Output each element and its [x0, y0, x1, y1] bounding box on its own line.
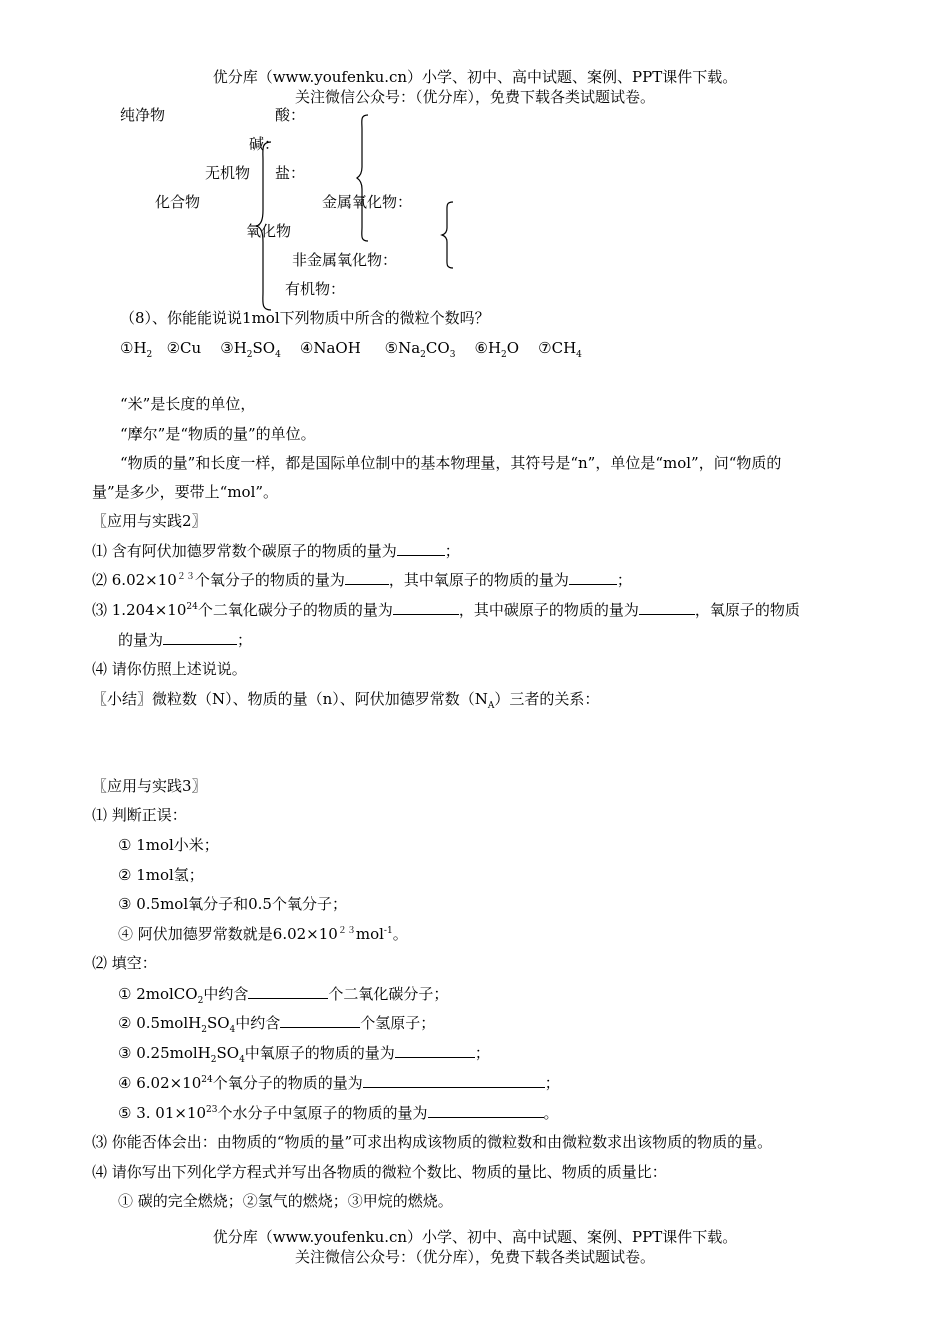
practice3-fill: ⑵ 填空： — [92, 954, 157, 972]
q8-item-h2so4: $③H_2SO_4$ — [220, 339, 281, 360]
brace-compound-icon — [255, 140, 275, 312]
q8-item-ch4: $⑦CH_4$ — [538, 339, 582, 360]
answer-blank[interactable] — [280, 1013, 360, 1028]
tree-oxide: 氧化物 — [246, 222, 292, 240]
tree-metal-oxide: 金属氧化物： — [322, 193, 413, 211]
practice3-q4: ⑷ 请你写出下列化学方程式并写出各物质的微粒个数比、物质的量比、物质的质量比： — [92, 1163, 667, 1181]
brace-oxide-icon — [440, 200, 456, 270]
brace-inorganic-icon — [355, 113, 371, 243]
fill-item-5: ⑤ 3. $01\times 10^{23}$个水分子中氢原子的物质的量为 。 — [118, 1104, 559, 1122]
answer-blank[interactable] — [163, 630, 237, 645]
fill-item-1: ① 2molCO$_2$中约含 个二氧化碳分子； — [118, 985, 449, 1006]
tree-base: 碱： — [249, 135, 280, 153]
tree-salt: 盐： — [275, 164, 306, 182]
practice3-q4-items: ① 碳的完全燃烧；②氢气的燃烧；③甲烷的燃烧。 — [118, 1192, 453, 1210]
header-line-2: 关注微信公众号：（优分库），免费下载各类试题试卷。 — [294, 88, 655, 106]
fill-item-4: ④ $6.02\times 10^{24}$个氧分子的物质的量为 ； — [118, 1074, 560, 1092]
fill-item-3: ③ $0.25molH_2SO_4$中氧原子的物质的量为 ； — [118, 1044, 490, 1065]
practice2-q1: ⑴ 含有阿伏加德罗常数个碳原子的物质的量为 ； — [92, 542, 460, 560]
q8-item-h2: $①H_2$ — [120, 339, 153, 360]
answer-blank[interactable] — [345, 570, 389, 585]
tree-nonmetal-oxide: 非金属氧化物： — [292, 251, 398, 269]
answer-blank[interactable] — [395, 1043, 475, 1058]
answer-blank[interactable] — [639, 600, 695, 615]
judge-item-3: ③ 0.5mol氧分子和0.5个氧分子； — [118, 895, 347, 913]
q8-question: （8）、你能能说说1mol下列物质中所含的微粒个数吗？ — [120, 309, 490, 327]
answer-blank[interactable] — [248, 984, 328, 999]
practice2-q4: ⑷ 请你仿照上述说说。 — [92, 660, 247, 678]
header-line-1: 优分库（www.youfenku.cn）小学、初中、高中试题、案例、PPT课件下载。 — [212, 68, 738, 86]
footer-line-2: 关注微信公众号：（优分库），免费下载各类试题试卷。 — [294, 1248, 655, 1266]
practice2-q3: ⑶ $1.204\times 10^{24}$个二氧化碳分子的物质的量为 ，其中碳原子的物质的量为 ，氧原子的物质 — [92, 601, 800, 619]
practice2-title: 〖应用与实践2〗 — [92, 512, 207, 530]
q8-items — [120, 339, 582, 360]
fill-item-2: ② $0.5molH_2SO_4$中约含 个氢原子； — [118, 1014, 436, 1035]
answer-blank[interactable] — [569, 570, 617, 585]
tree-compound: 化合物 — [155, 193, 201, 211]
tree-inorganic: 无机物 — [205, 164, 251, 182]
intro-meter: “米”是长度的单位， — [120, 395, 256, 413]
answer-blank[interactable] — [363, 1073, 545, 1088]
practice3-judge: ⑴ 判断正误： — [92, 806, 187, 824]
footer-line-1: 优分库（www.youfenku.cn）小学、初中、高中试题、案例、PPT课件下载。 — [212, 1228, 738, 1246]
tree-organic: 有机物： — [285, 280, 346, 298]
q8-item-cu: ②Cu — [166, 339, 202, 357]
q8-item-naoh: ④NaOH — [299, 339, 361, 357]
judge-item-2: ② 1mol氢； — [118, 866, 204, 884]
q8-item-h2o: $⑥H_2O$ — [474, 339, 520, 360]
tree-acid: 酸： — [275, 106, 306, 124]
intro-mole: “摩尔”是“物质的量”的单位。 — [120, 425, 316, 443]
intro-definition-2: 量”是多少，要带上“mol”。 — [92, 483, 279, 501]
summary: 〖小结〗微粒数（N）、物质的量（n）、阿伏加德罗常数$(N_A)$三者的关系： — [92, 690, 600, 711]
answer-blank[interactable] — [393, 600, 459, 615]
practice2-q3-cont: 的量为 ； — [118, 631, 253, 649]
practice3-q3: ⑶ 你能否体会出：由物质的“物质的量”可求出构成该物质的微粒数和由微粒数求出该物质的物质的量。 — [92, 1133, 773, 1151]
answer-blank[interactable] — [428, 1103, 544, 1118]
practice3-title: 〖应用与实践3〗 — [92, 777, 207, 795]
q8-item-na2co3: $⑤Na_2CO_3$ — [384, 339, 456, 360]
tree-pure-substance: 纯净物 — [120, 106, 166, 124]
practice2-q2: ⑵ $6.02\times 10^{23}$个氧分子的物质的量为 ，其中氧原子的物质的量为 ； — [92, 571, 632, 589]
judge-item-4: ④ 阿伏加德罗常数就是$6.02\times 10^{23}mol^{-1}$。 — [118, 925, 408, 943]
intro-definition-1: “物质的量”和长度一样，都是国际单位制中的基本物理量，其符号是“n”，单位是“mol”，问“物质的 — [120, 454, 782, 472]
judge-item-1: ① 1mol小米； — [118, 836, 219, 854]
answer-blank[interactable] — [397, 541, 445, 556]
